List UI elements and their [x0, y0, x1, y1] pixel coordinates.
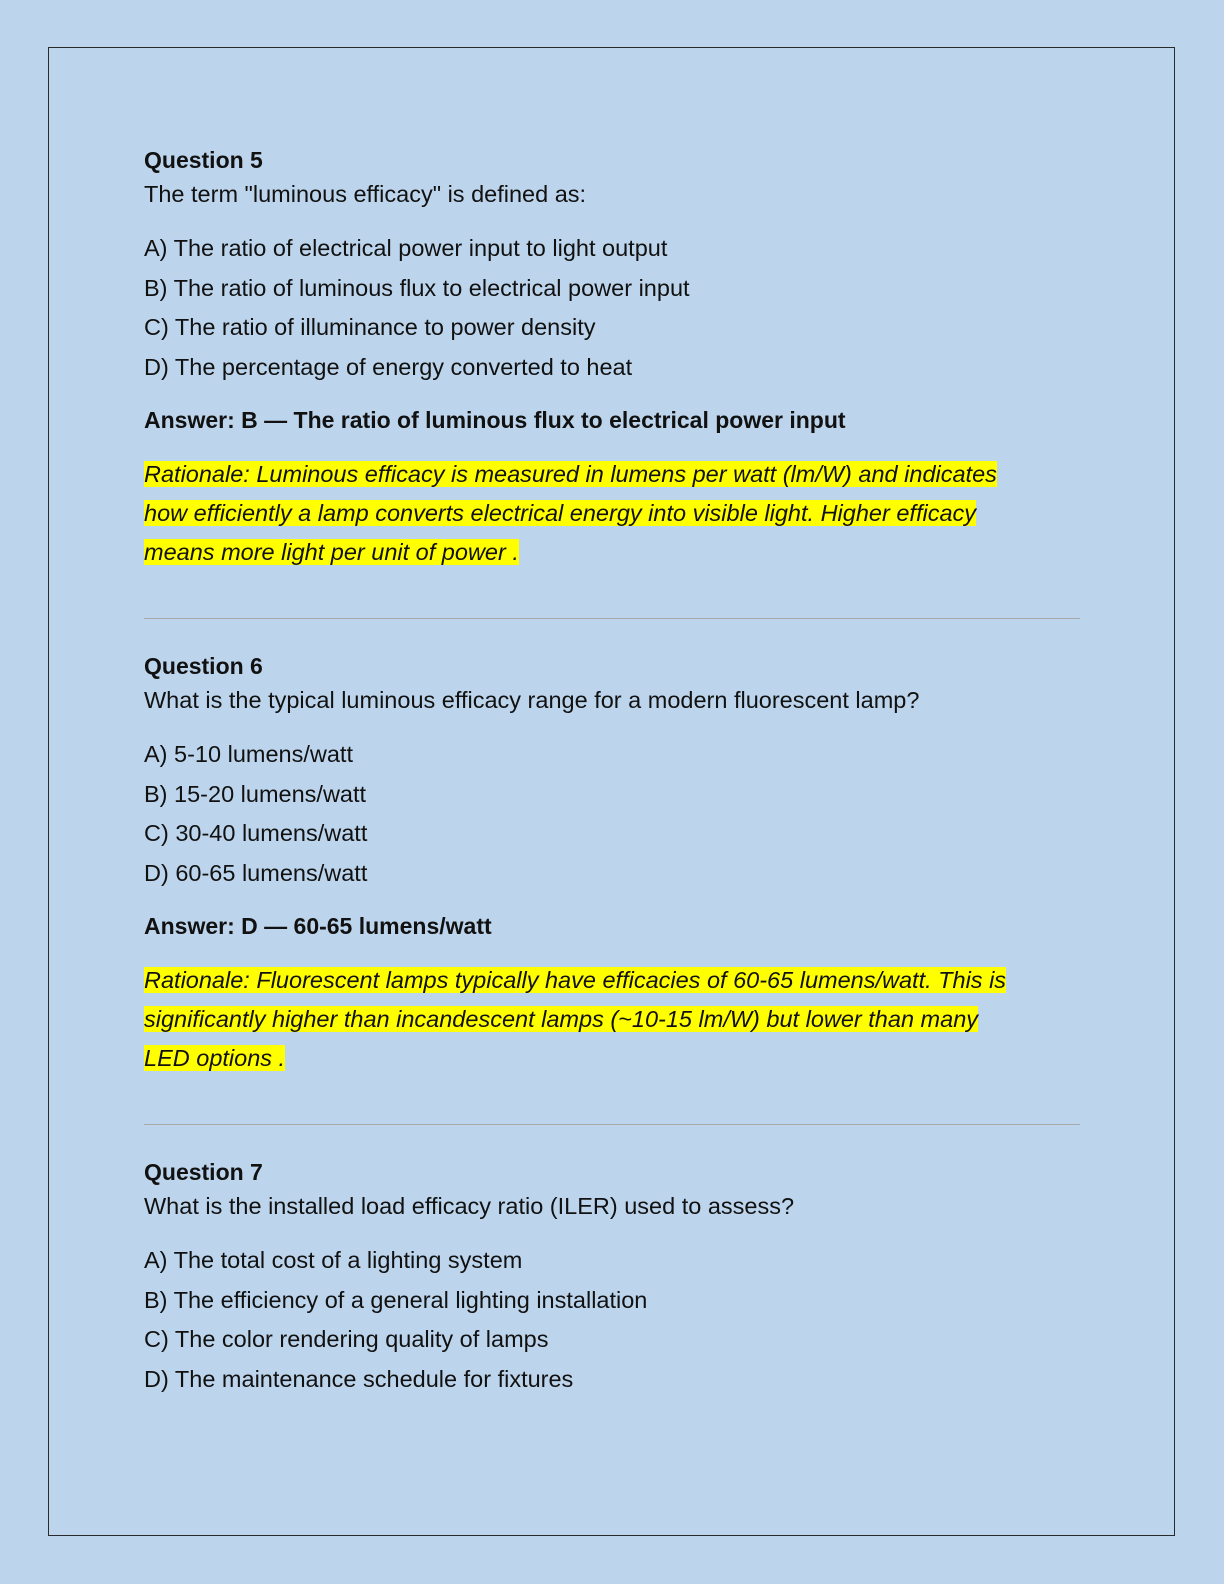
question-title: Question 6	[144, 653, 263, 679]
question-7-block	[144, 1155, 1080, 1399]
option-a: A) The ratio of electrical power input to light output	[144, 235, 668, 261]
question-5-block	[144, 143, 1080, 572]
rationale-line: significantly higher than incandescent lamps (~10-15 lm/W) but lower than many	[144, 1006, 979, 1032]
question-6-block	[144, 649, 1080, 1078]
rationale	[144, 455, 1080, 572]
option-b: B) 15-20 lumens/watt	[144, 780, 367, 807]
section-divider	[144, 618, 1080, 619]
option-c: C) The color rendering quality of lamps	[144, 1326, 549, 1352]
answer-text: Answer: D — 60-65 lumens/watt	[144, 913, 492, 939]
rationale-line: LED options .	[144, 1045, 286, 1071]
section-divider	[144, 1124, 1080, 1125]
question-text: The term "luminous efficacy" is defined as:	[144, 181, 587, 207]
rationale-line: Rationale: Fluorescent lamps typically have efficacies of 60-65 lumens/watt. This is	[144, 967, 1007, 993]
option-d: D) The maintenance schedule for fixtures	[144, 1365, 574, 1392]
option-b: B) The ratio of luminous flux to electrical power input	[144, 274, 690, 301]
option-a: A) The total cost of a lighting system	[144, 1247, 523, 1273]
rationale	[144, 961, 1080, 1078]
option-c: C) The ratio of illuminance to power density	[144, 314, 596, 340]
option-c: C) 30-40 lumens/watt	[144, 820, 368, 846]
rationale-line: how efficiently a lamp converts electrical energy into visible light. Higher efficacy	[144, 500, 977, 526]
option-d: D) The percentage of energy converted to heat	[144, 353, 633, 380]
answer-text: Answer: B — The ratio of luminous flux to electrical power input	[144, 407, 846, 433]
question-title: Question 5	[144, 147, 263, 173]
question-title: Question 7	[144, 1159, 263, 1185]
option-b: B) The efficiency of a general lighting installation	[144, 1286, 648, 1313]
document-content	[144, 143, 1080, 1399]
rationale-line: means more light per unit of power .	[144, 539, 519, 565]
option-a: A) 5-10 lumens/watt	[144, 741, 353, 767]
option-d: D) 60-65 lumens/watt	[144, 859, 368, 886]
rationale-line: Rationale: Luminous efficacy is measured in lumens per watt (lm/W) and indicates	[144, 461, 997, 487]
question-text: What is the typical luminous efficacy range for a modern fluorescent lamp?	[144, 687, 920, 713]
question-text: What is the installed load efficacy ratio (ILER) used to assess?	[144, 1193, 795, 1219]
